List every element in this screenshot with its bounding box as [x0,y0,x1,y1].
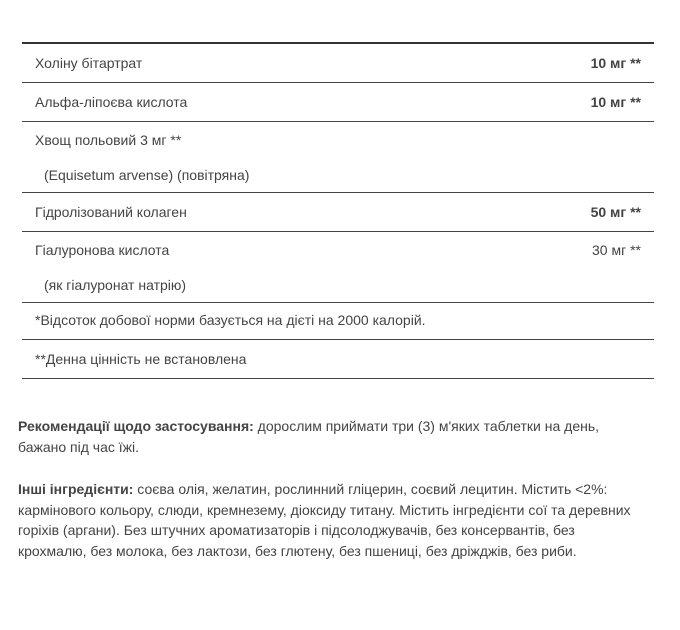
other-ingredients-label: Інші інгредієнти: [18,481,134,497]
ingredient-name: Альфа-ліпоєва кислота [22,83,538,122]
note-cell [22,303,654,340]
table-row [22,43,654,83]
supplement-facts-table [22,42,654,379]
ingredient-name: Гіалуронова кислота [35,242,170,258]
table-row [22,83,654,122]
supplement-facts-panel [22,42,654,379]
table-row [22,303,654,340]
ingredient-cell [22,122,654,193]
usage-text: дорослим приймати три (3) м'яких таблетки на день, бажано під час їжі. [18,418,600,455]
ingredient-name: Хвощ польовий 3 мг ** [35,132,182,148]
table-row [22,232,654,303]
other-ingredients-text: соєва олія, желатин, рослинний гліцерин, соєвий лецитин. Містить <2%: кармінового кольору, слюди, кремнезему, діоксиду титану. Містить інгредієнти сої та деревних горіхів (аргани). Без штучних ароматизаторів і підсолоджувачів, без консервантів, без крохмалю, без молока, без лактози, без глютену, без пшениці, без дріжджів, без риби. [18,481,631,559]
ingredient-name: Холіну бітартрат [22,43,538,83]
ingredient-source: (Equisetum arvense) (повітряна) [44,167,250,183]
ingredient-cell [22,232,538,303]
ingredient-source: (як гіалуронат натрію) [44,277,187,293]
ingredient-name: Гідролізований колаген [22,193,538,232]
table-row [22,193,654,232]
daily-value-note: *Відсоток добової норми базується на дієті на 2000 калорій. [35,312,426,328]
ingredient-amount: 30 мг ** [538,232,654,303]
other-ingredients-paragraph [18,479,643,561]
ingredient-amount: 10 мг ** [538,83,654,122]
usage-paragraph [18,416,643,457]
ingredient-amount: 50 мг ** [538,193,654,232]
not-established-note: **Денна цінність не встановлена [22,340,654,379]
table-row [22,340,654,379]
usage-label: Рекомендації щодо застосування: [18,418,254,434]
ingredient-amount: 10 мг ** [538,43,654,83]
table-row [22,122,654,193]
